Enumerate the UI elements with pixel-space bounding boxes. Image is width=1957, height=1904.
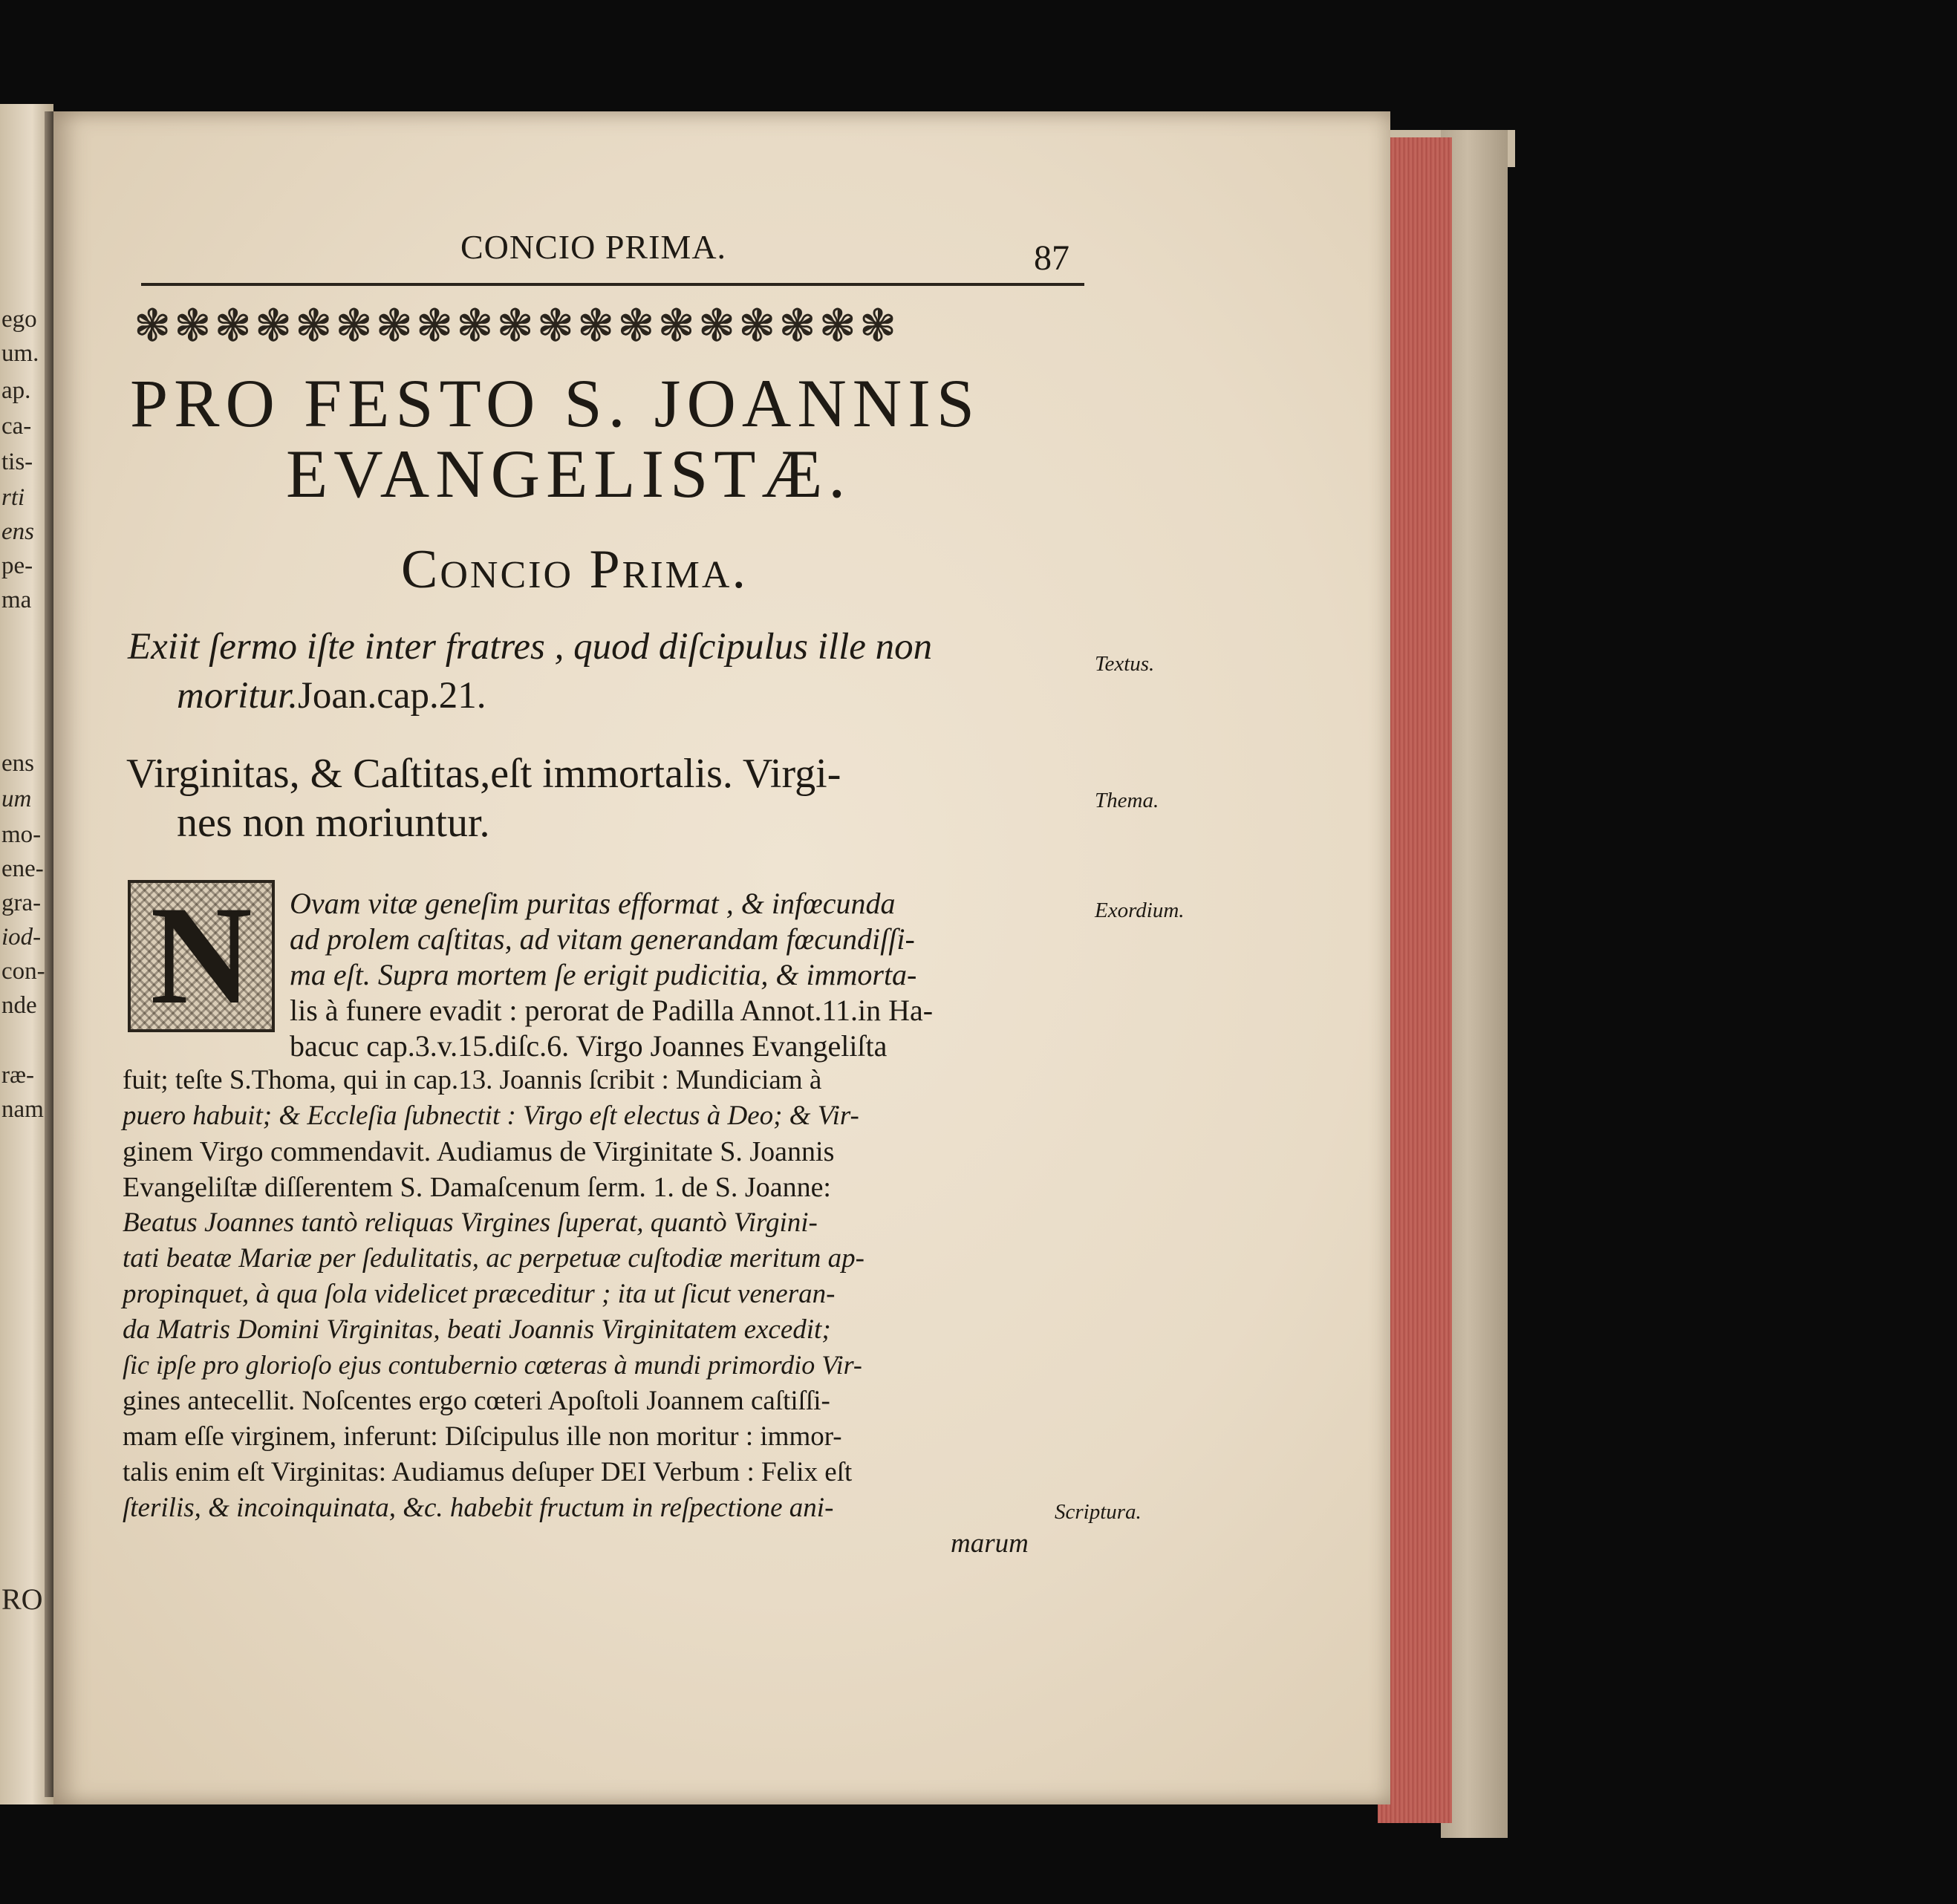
body-line: bacuc cap.3.v.15.diſc.6. Virgo Joannes Evangeliſta bbox=[290, 1029, 888, 1063]
text-line-2-italic: moritur. bbox=[177, 675, 298, 717]
body-line: da Matris Domini Virginitas, beati Joannis Virginitatem excedit; bbox=[123, 1314, 831, 1345]
left-fragment: rti bbox=[1, 484, 25, 511]
title-line-2: EVANGELISTÆ. bbox=[286, 436, 852, 512]
page-number: 87 bbox=[1034, 238, 1069, 278]
body-line: lis à funere evadit : perorat de Padilla Annot.11.in Ha- bbox=[290, 994, 934, 1027]
left-fragment: RO bbox=[1, 1582, 43, 1616]
left-fragment: ene- bbox=[1, 855, 44, 882]
margin-label-scriptura: Scriptura. bbox=[1055, 1500, 1142, 1524]
body-line: ma eſt. Supra mortem ſe erigit pudicitia, & immorta- bbox=[290, 958, 917, 991]
body-line: puero habuit; & Eccleſia ſubnectit : Virgo eſt electus à Deo; & Vir- bbox=[123, 1101, 859, 1131]
body-line: Evangeliſtæ diſſerentem S. Damaſcenum ſerm. 1. de S. Joanne: bbox=[123, 1172, 831, 1203]
left-fragment: pe- bbox=[1, 552, 33, 579]
left-fragment: ca- bbox=[1, 413, 32, 440]
text-line-2 bbox=[177, 674, 486, 717]
left-fragment: ræ- bbox=[1, 1062, 34, 1089]
title-line-1: PRO FESTO S. JOANNIS bbox=[130, 365, 981, 441]
header-rule bbox=[141, 283, 1084, 286]
theme-line-2: nes non moriuntur. bbox=[177, 800, 490, 846]
left-fragment: nam bbox=[1, 1096, 44, 1123]
text-line-2-roman: Joan.cap.21. bbox=[297, 675, 486, 717]
body-line: ginem Virgo commendavit. Audiamus de Virginitate S. Joannis bbox=[123, 1136, 835, 1167]
body-line: Ovam vitæ geneſim puritas efformat , & infœcunda bbox=[290, 887, 896, 920]
body-line: tati beatæ Mariæ per ſedulitatis, ac perpetuæ cuſtodiæ meritum ap- bbox=[123, 1243, 864, 1274]
subtitle: Concio Prima. bbox=[401, 539, 748, 600]
left-fragment: um. bbox=[1, 340, 39, 367]
margin-label-textus: Textus. bbox=[1095, 652, 1155, 676]
margin-label-thema: Thema. bbox=[1095, 789, 1159, 812]
body-line: ſic ipſe pro glorioſo ejus contubernio cœteras à mundi primordio Vir- bbox=[123, 1350, 862, 1380]
body-line: talis enim eſt Virginitas: Audiamus deſuper DEI Verbum : Felix eſt bbox=[123, 1457, 853, 1487]
initial-letter: N bbox=[150, 878, 253, 1034]
running-head: CONCIO PRIMA. bbox=[460, 228, 727, 266]
left-fragment: ego bbox=[1, 306, 37, 333]
text-line-1: Exiit ſermo iſte inter fratres , quod diſcipulus ille non bbox=[128, 626, 933, 668]
ornament-band: ❃❃❃❃❃❃❃❃❃❃❃❃❃❃❃❃❃❃❃ bbox=[134, 301, 900, 351]
left-fragment: gra- bbox=[1, 890, 42, 916]
left-fragment: ens bbox=[1, 518, 34, 545]
left-fragment: ap. bbox=[1, 377, 31, 404]
theme-line-1: Virginitas, & Caſtitas,eſt immortalis. Virgi- bbox=[126, 751, 841, 797]
body-line: ad prolem caſtitas, ad vitam generandam fœcundiſſi- bbox=[290, 922, 915, 956]
left-fragment: ens bbox=[1, 750, 34, 777]
body-line: propinquet, à qua ſola videlicet præceditur ; ita ut ſicut veneran- bbox=[123, 1279, 836, 1309]
body-line: mam eſſe virginem, inferunt: Diſcipulus ille non moritur : immor- bbox=[123, 1421, 842, 1452]
left-fragment: um bbox=[1, 786, 32, 812]
body-line: Beatus Joannes tantò reliquas Virgines ſuperat, quantò Virgini- bbox=[123, 1207, 818, 1238]
decorated-initial bbox=[128, 880, 275, 1032]
body-line: ſterilis, & incoinquinata, &c. habebit fructum in reſpectione ani- bbox=[123, 1493, 834, 1523]
body-line: gines antecellit. Noſcentes ergo cœteri Apoſtoli Joannem caſtiſſi- bbox=[123, 1386, 830, 1416]
left-fragment: mo- bbox=[1, 821, 42, 848]
left-fragment: con- bbox=[1, 958, 45, 985]
left-fragment: tis- bbox=[1, 449, 33, 475]
left-fragment: nde bbox=[1, 992, 37, 1019]
left-fragment: ma bbox=[1, 587, 32, 613]
body-line: fuit; teſte S.Thoma, qui in cap.13. Joannis ſcribit : Mundiciam à bbox=[123, 1065, 822, 1095]
margin-label-exordium: Exordium. bbox=[1095, 899, 1185, 922]
catchword: marum bbox=[951, 1528, 1029, 1559]
left-fragment: iod- bbox=[1, 924, 42, 951]
